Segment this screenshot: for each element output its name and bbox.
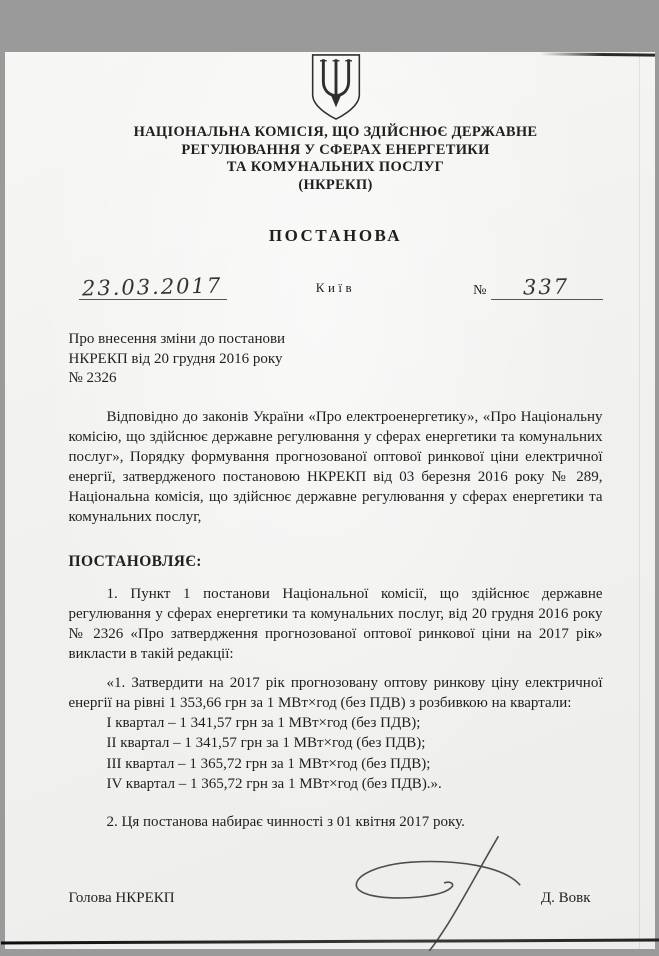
signature-block <box>69 866 603 926</box>
org-name-line: РЕГУЛЮВАННЯ У СФЕРАХ ЕНЕРГЕТИКИ <box>181 141 490 158</box>
resolution-item-2: 2. Ця постанова набирає чинності з 01 квітня 2017 року. <box>106 813 465 830</box>
date-city-number-row <box>69 268 603 304</box>
signer-title: Голова НКРЕКП <box>68 889 175 906</box>
organization-name <box>69 124 603 194</box>
org-name-line: ТА КОМУНАЛЬНИХ ПОСЛУГ <box>226 159 445 175</box>
handwritten-date: 23.03.2017 <box>82 273 223 301</box>
org-name-line: (НКРЕКП) <box>298 176 373 193</box>
number-sign: № <box>473 283 487 298</box>
document-subject <box>69 330 603 389</box>
scanned-document-page <box>5 52 655 949</box>
scan-crease-artifact <box>639 52 640 949</box>
quarterly-price-list <box>107 713 603 795</box>
signer-name: Д. Вовк <box>540 889 591 906</box>
document-type-title: ПОСТАНОВА <box>268 226 403 245</box>
quarter-price-line: ІІІ квартал – 1 365,72 грн за 1 МВт×год (без ПДВ); <box>106 755 431 772</box>
date-field <box>79 275 227 300</box>
resolves-heading: ПОСТАНОВЛЯЄ: <box>68 552 202 570</box>
quoted-clause-intro: «1. Затвердити на 2017 рік прогнозовану оптову ринкову ціну електричної енергії на рівні 1 353,66 грн за 1 МВт×год (без ПДВ) з розбивкою на квартали: <box>68 674 603 711</box>
preamble-paragraph: Відповідно до законів України «Про електроенергетику», «Про Національну комісію, що здійснює державне регулювання у сферах енергетики та комунальних послуг», Порядку формування прогнозованої оптової ринкової ціни електричної енергії, затвердженого постановою НКРЕКП від 03 березня 2016 року № 289, Національна комісія, що здійснює державне регулювання у сферах енергетики та комунальних послуг, <box>68 408 603 525</box>
document-number-field <box>473 275 602 300</box>
quarter-price-line: І квартал – 1 341,57 грн за 1 МВт×год (без ПДВ); <box>106 714 421 731</box>
scan-edge-artifact-top <box>539 52 654 56</box>
subject-line: НКРЕКП від 20 грудня 2016 року <box>68 350 283 367</box>
ukraine-trident-emblem-icon <box>304 52 368 122</box>
city-label: Київ <box>315 280 356 295</box>
subject-line: Про внесення зміни до постанови <box>68 331 286 347</box>
handwritten-number: 337 <box>523 274 570 300</box>
handwritten-signature-icon <box>341 834 537 956</box>
resolution-item-1: 1. Пункт 1 постанови Національної комісії, що здійснює державне регулювання у сферах енергетики та комунальних послуг, від 20 грудня 2016 року № 2326 «Про затвердження прогнозованої оптової ринкової ціни на 2017 рік» викласти в такій редакції: <box>68 585 603 662</box>
scan-edge-artifact-bottom <box>0 939 659 945</box>
number-underline <box>491 275 603 300</box>
subject-line: № 2326 <box>68 370 117 386</box>
quarter-price-line: ІІ квартал – 1 341,57 грн за 1 МВт×год (без ПДВ); <box>106 735 426 751</box>
org-name-line: НАЦІОНАЛЬНА КОМІСІЯ, ЩО ЗДІЙСНЮЄ ДЕРЖАВНЕ <box>133 124 538 140</box>
quarter-price-line: ІV квартал – 1 365,72 грн за 1 МВт×год (без ПДВ).». <box>106 776 442 792</box>
